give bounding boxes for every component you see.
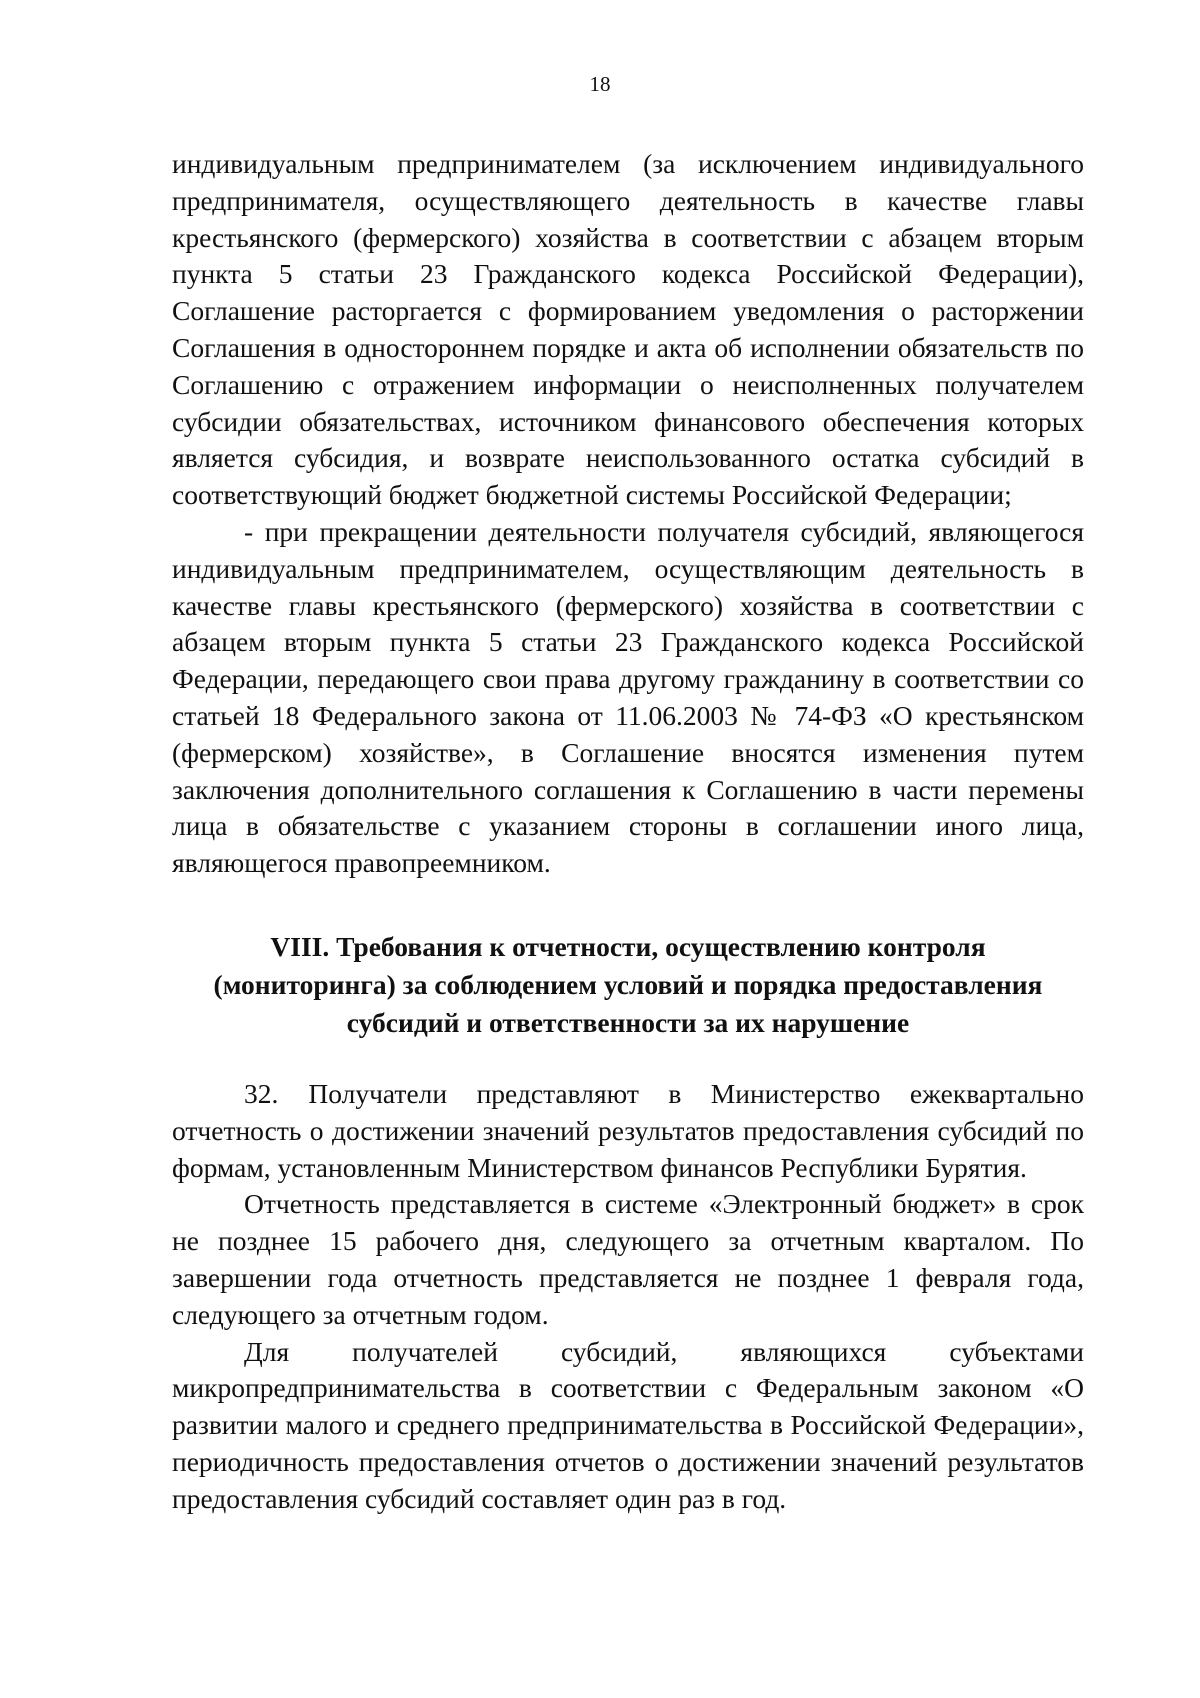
paragraph-continuation: индивидуальным предпринимателем (за исключением индивидуального предпринимателя, осуществляющего деятельность в качестве главы крестьянского (фермерского) хозяйства в соответствии с абзацем вторым пункта 5 статьи 23 Гражданского кодекса Российской Федерации), Соглашение расторгается с формированием уведомления о расторжении Соглашения в одностороннем порядке и акта об исполнении обязательств по Соглашению с отражением информации о неисполненных получателем субсидии обязательствах, источником финансового обеспечения которых является субсидия, и возврате неиспользованного остатка субсидий в соответствующий бюджет бюджетной системы Российской Федерации; <box>172 148 1084 511</box>
section-heading-line: (мониторинга) за соблюдением условий и порядка предоставления <box>213 969 1043 1000</box>
paragraph-micro-enterprise: Для получателей субсидий, являющихся субъектами микропредпринимательства в соответствии с Федеральным законом «О развитии малого и среднего предпринимательства в Российской Федерации», периодичность предоставления отчетов о достижении значений результатов предоставления субсидий составляет один раз в год. <box>172 1335 1084 1514</box>
paragraph-termination-clause: - при прекращении деятельности получателя субсидий, являющегося индивидуальным предпринимателем, осуществляющим деятельность в качестве главы крестьянского (фермерского) хозяйства в соответствии с абзацем вторым пункта 5 статьи 23 Гражданского кодекса Российской Федерации, передающего свои права другому гражданину в соответствии со статьей 18 Федерального закона от 11.06.2003 № 74-ФЗ «О крестьянском (фермерском) хозяйстве», в Соглашение вносятся изменения путем заключения дополнительного соглашения к Соглашению в части перемены лица в обязательстве с указанием стороны в соглашении иного лица, являющегося правопреемником. <box>172 515 1084 879</box>
section-body <box>172 1076 1084 1518</box>
page-number: 18 <box>589 72 611 96</box>
paragraph-32-text: Получатели представляют в Министерство ежеквартально отчетность о достижении значений результатов предоставления субсидий по формам, установленным Министерством финансов Республики Бурятия. <box>172 1078 1084 1183</box>
section-heading <box>172 928 1084 1042</box>
paragraph-reporting-deadline: Отчетность представляется в системе «Электронный бюджет» в срок не позднее 15 рабочего дня, следующего за отчетным кварталом. По завершении года отчетность представляется не позднее 1 февраля года, следующего за отчетным годом. <box>172 1188 1084 1330</box>
paragraph-number: 32. <box>244 1078 279 1109</box>
section-heading-line: субсидий и ответственности за их нарушение <box>346 1007 910 1038</box>
section-heading-line: VIII. Требования к отчетности, осуществлению контроля <box>270 931 986 962</box>
paragraph-32 <box>172 1076 1084 1186</box>
body-text-top <box>172 146 1084 882</box>
